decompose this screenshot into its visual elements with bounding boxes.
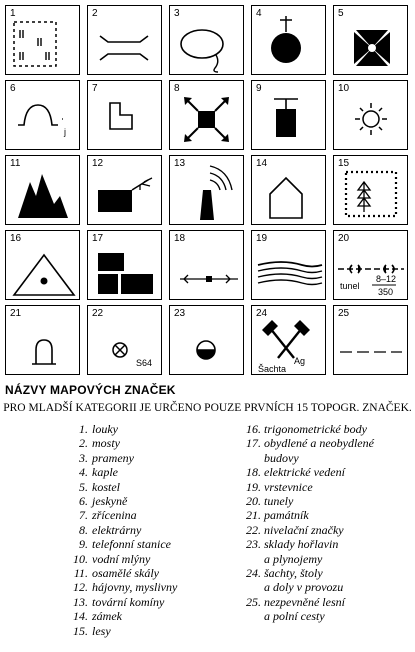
symbol-cell-17 [87,230,162,300]
symbol-number: 7 [92,83,98,94]
symbol-cell-1 [5,5,80,75]
page-title: NÁZVY MAPOVÝCH ZNAČEK [5,383,176,397]
item-text: zámek [92,609,122,624]
list-item [243,436,408,450]
symbol-cell-7 [87,80,162,150]
item-number: 3. [79,450,88,465]
item-text: louky [92,422,118,436]
symbol-number: 1 [10,8,16,19]
trig-point-symbol [6,231,81,301]
symbol-number: 20 [338,233,350,244]
list-item [70,436,230,450]
symbol-number: 12 [92,158,104,169]
item-number: 21. [246,508,261,523]
symbol-cell-25 [333,305,408,375]
church-symbol [334,6,409,76]
symbol-cell-20 [333,230,408,300]
symbol-label: j [64,127,66,137]
item-text: nezpevněné lesní [264,594,345,609]
fuel-storage-symbol [170,306,245,376]
item-number: 17. [246,436,261,451]
item-text: kaple [92,465,118,480]
contour-lines-symbol [252,231,327,301]
symbol-cell-24 [251,305,326,375]
factory-chimney-symbol [170,156,245,226]
symbol-number: 5 [338,8,344,19]
item-text: hájovny, myslivny [92,580,178,595]
monument-symbol [6,306,81,376]
symbol-cell-2 [87,5,162,75]
tunnel-symbol [334,231,409,301]
item-number: 11. [73,566,88,581]
item-number: 4. [79,465,88,480]
levelling-mark-symbol [88,306,163,376]
list-item [70,595,230,609]
item-text: vodní mlýny [92,551,151,566]
power-plant-symbol [170,81,245,151]
list-item [243,494,408,508]
item-continuation: a plynojemy [264,551,323,566]
item-text: elektrické vedení [264,465,345,480]
list-item [243,595,408,609]
water-mill-symbol [334,81,409,151]
symbol-label: tunel [340,281,360,291]
list-item [70,537,230,551]
symbol-cell-13 [169,155,244,225]
item-number: 5. [79,479,88,494]
item-number: 15. [73,623,88,638]
power-line-symbol [170,231,245,301]
unpaved-road-symbol [334,306,409,376]
list-item [70,508,230,522]
symbol-number: 11 [10,158,21,169]
item-text: tovární komíny [92,594,165,609]
item-number: 19. [246,479,261,494]
item-continuation: a polní cesty [264,609,325,624]
symbol-number: 14 [256,158,268,169]
symbol-number: 6 [10,83,16,94]
symbol-cell-19 [251,230,326,300]
item-continuation: budovy [264,450,299,465]
symbol-cell-18 [169,230,244,300]
list-item [70,480,230,494]
list-item [243,422,408,436]
spring-symbol [170,6,245,76]
symbol-label: S64 [136,358,153,368]
symbol-number: 25 [338,308,350,319]
item-number: 16. [246,422,261,436]
cave-symbol [6,81,81,151]
item-text: osamělé skály [92,566,159,581]
list-item [243,508,408,522]
list-item [243,465,408,479]
subheading: PRO MLADŠÍ KATEGORII JE URČENO POUZE PRVNÍCH 15 TOPOGR. ZNAČEK. [3,402,412,414]
chapel-symbol [252,6,327,76]
item-number: 9. [79,537,88,552]
symbol-cell-14 [251,155,326,225]
item-text: šachty, štoly [264,566,323,581]
item-text: telefonní stanice [92,537,171,552]
list-item [70,566,230,580]
forester-house-symbol [88,156,163,226]
mine-shaft-symbol [252,306,327,376]
symbol-number: 2 [92,8,98,19]
item-text: sklady hořlavin [264,537,339,552]
item-text: tunely [264,494,294,509]
item-number: 23. [246,537,261,552]
list-item [70,422,230,436]
symbol-number: 18 [174,233,186,244]
list-item [243,537,408,551]
item-number: 7. [79,508,88,523]
list-item [70,465,230,479]
forest-symbol [334,156,409,226]
item-number: 24. [246,566,261,581]
legend-list-left [70,422,230,638]
item-text: prameny [92,450,134,465]
ruin-symbol [88,81,163,151]
item-number: 20. [246,494,261,509]
symbol-number: 8 [174,83,180,94]
symbol-cell-23 [169,305,244,375]
symbol-cell-21 [5,305,80,375]
symbol-number: 3 [174,8,180,19]
list-item [70,580,230,594]
item-text: vrstevnice [264,479,313,494]
symbol-cell-8 [169,80,244,150]
list-item [70,609,230,623]
item-number: 18. [246,465,261,480]
fraction-top: 8–12 [376,274,397,284]
item-text: mosty [92,436,120,451]
symbol-number: 19 [256,233,268,244]
symbol-number: 9 [256,83,262,94]
symbol-number: 4 [256,8,262,19]
castle-symbol [252,156,327,226]
item-text: nivelační značky [264,522,344,537]
item-number: 13. [73,594,88,609]
symbol-cell-22 [87,305,162,375]
symbol-cell-16 [5,230,80,300]
symbol-number: 15 [338,158,350,169]
telephone-station-symbol [252,81,327,151]
list-item [243,523,408,537]
symbol-number: 17 [92,233,104,244]
item-text: památník [264,508,309,523]
symbol-number: 10 [338,83,350,94]
symbol-cell-11 [5,155,80,225]
symbol-cell-3 [169,5,244,75]
item-text: kostel [92,479,120,494]
symbol-label-secondary: Ag [294,356,306,366]
map-symbol-grid [5,5,410,375]
list-item [70,552,230,566]
item-number: 12. [73,580,88,595]
list-item [70,451,230,465]
list-item [243,566,408,580]
symbol-cell-4 [251,5,326,75]
item-number: 2. [79,436,88,451]
item-text: obydlené a neobydlené [264,436,374,451]
item-text: lesy [92,623,111,638]
symbol-number: 21 [10,308,22,319]
symbol-number: 13 [174,158,186,169]
list-item [70,624,230,638]
list-item [70,523,230,537]
symbol-number: 22 [92,308,104,319]
symbol-number: 16 [10,233,22,244]
item-number: 25. [246,594,261,609]
symbol-cell-9 [251,80,326,150]
item-number: 8. [79,522,88,537]
meadow-symbol [6,6,81,76]
item-text: elektrárny [92,522,142,537]
item-text: trigonometrické body [264,422,367,436]
item-number: 6. [79,494,88,509]
item-text: zřícenina [92,508,137,523]
item-number: 14. [73,609,88,624]
symbol-number: 23 [174,308,186,319]
legend-list-right [243,422,408,624]
item-text: jeskyně [92,494,128,509]
item-continuation: a doly v provozu [264,580,344,595]
rocks-symbol [6,156,81,226]
symbol-cell-5 [333,5,408,75]
list-item [243,480,408,494]
symbol-cell-6 [5,80,80,150]
symbol-cell-15 [333,155,408,225]
symbol-number: 24 [256,308,268,319]
bridge-symbol [88,6,163,76]
symbol-cell-12 [87,155,162,225]
buildings-symbol [88,231,163,301]
item-number: 22. [246,522,261,537]
item-number: 10. [73,551,88,566]
list-item [70,494,230,508]
symbol-cell-10 [333,80,408,150]
item-number: 1. [79,422,88,436]
symbol-label: Šachta [258,364,287,374]
fraction-bottom: 350 [378,287,394,297]
